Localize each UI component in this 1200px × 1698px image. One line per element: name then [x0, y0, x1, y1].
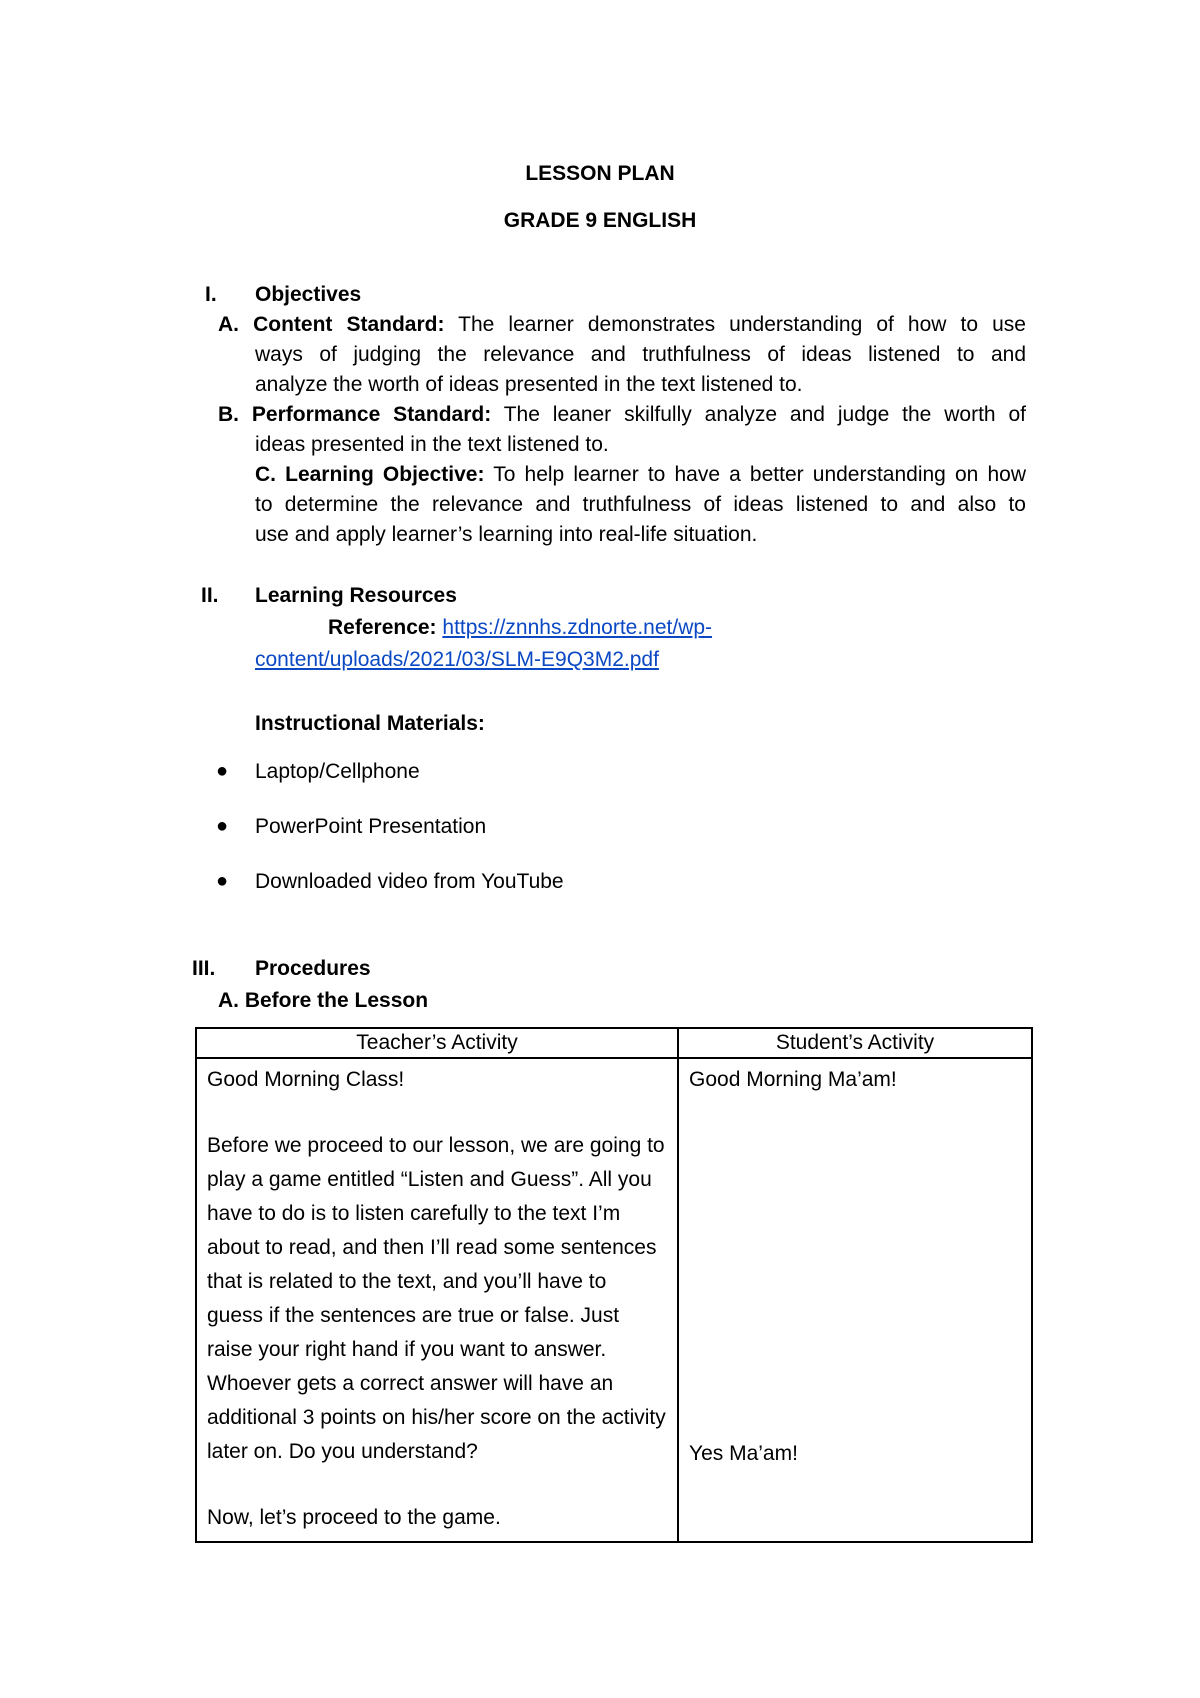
material-item: Downloaded video from YouTube	[255, 870, 564, 893]
section-heading-resources: Learning Resources	[255, 584, 457, 607]
section-numeral-objectives: I.	[205, 283, 217, 306]
bullet-icon: ●	[216, 815, 229, 837]
reference-line2	[255, 646, 659, 673]
before-lesson-heading: A. Before the Lesson	[218, 989, 429, 1012]
reference-label: Reference:	[328, 616, 443, 639]
learning-objective-line2: to determine the relevance and truthfulness of ideas listened to and also to	[255, 493, 1026, 516]
student-activity-cell	[678, 1058, 1032, 1542]
table-row	[196, 1058, 1032, 1542]
teacher-activity-cell	[196, 1058, 678, 1542]
materials-heading: Instructional Materials:	[255, 712, 485, 735]
learning-objective-label: C. Learning Objective:	[255, 463, 485, 486]
section-numeral-resources: II.	[201, 584, 219, 607]
learning-objective-line1: C. Learning Objective: To help learner to have a better understanding on how	[255, 463, 1026, 486]
content-standard-line1: A. Content Standard: The learner demonstrates understanding of how to use	[218, 313, 1026, 336]
col-header-student: Student’s Activity	[678, 1028, 1032, 1058]
teacher-greeting: Good Morning Class!	[207, 1068, 405, 1091]
learning-objective-line3: use and apply learner’s learning into real-life situation.	[255, 523, 758, 546]
reference-line1	[328, 614, 712, 641]
document-title: LESSON PLAN	[525, 162, 675, 185]
table-header-row	[196, 1028, 1032, 1058]
reference-link-part1[interactable]: https://znnhs.zdnorte.net/wp-	[442, 616, 713, 639]
student-response: Yes Ma’am!	[689, 1442, 798, 1465]
teacher-proceed: Now, let’s proceed to the game.	[207, 1506, 501, 1529]
material-item: PowerPoint Presentation	[255, 815, 487, 838]
content-standard-line3: analyze the worth of ideas presented in the text listened to.	[255, 373, 803, 396]
performance-standard-label: B. Performance Standard:	[218, 403, 492, 426]
reference-link-part2[interactable]: content/uploads/2021/03/SLM-E9Q3M2.pdf	[255, 648, 659, 671]
document-subtitle: GRADE 9 ENGLISH	[503, 209, 697, 232]
student-greeting: Good Morning Ma’am!	[689, 1068, 897, 1091]
activity-table	[195, 1027, 1033, 1543]
bullet-icon: ●	[216, 870, 229, 892]
teacher-instructions: Before we proceed to our lesson, we are going to play a game entitled “Listen and Guess”. All you have to do is to listen carefully to the text I’m about to read, and then I’ll read some sentences that is related to the text, and you’ll have to guess if the sentences are true or false. Just raise your right hand if you want to answer. Whoever gets a correct answer will have an additional 3 points on his/her score on the activity later on. Do you understand?	[207, 1134, 666, 1463]
col-header-teacher: Teacher’s Activity	[196, 1028, 678, 1058]
material-item: Laptop/Cellphone	[255, 760, 420, 783]
performance-standard-line2: ideas presented in the text listened to.	[255, 433, 609, 456]
section-heading-procedures: Procedures	[255, 957, 371, 980]
section-heading-objectives: Objectives	[255, 283, 362, 306]
performance-standard-line1: B. Performance Standard: The leaner skilfully analyze and judge the worth of	[218, 403, 1026, 426]
content-standard-line2: ways of judging the relevance and truthfulness of ideas listened to and	[255, 343, 1026, 366]
section-numeral-procedures: III.	[192, 957, 216, 980]
content-standard-label: A. Content Standard:	[218, 313, 445, 336]
bullet-icon: ●	[216, 760, 229, 782]
